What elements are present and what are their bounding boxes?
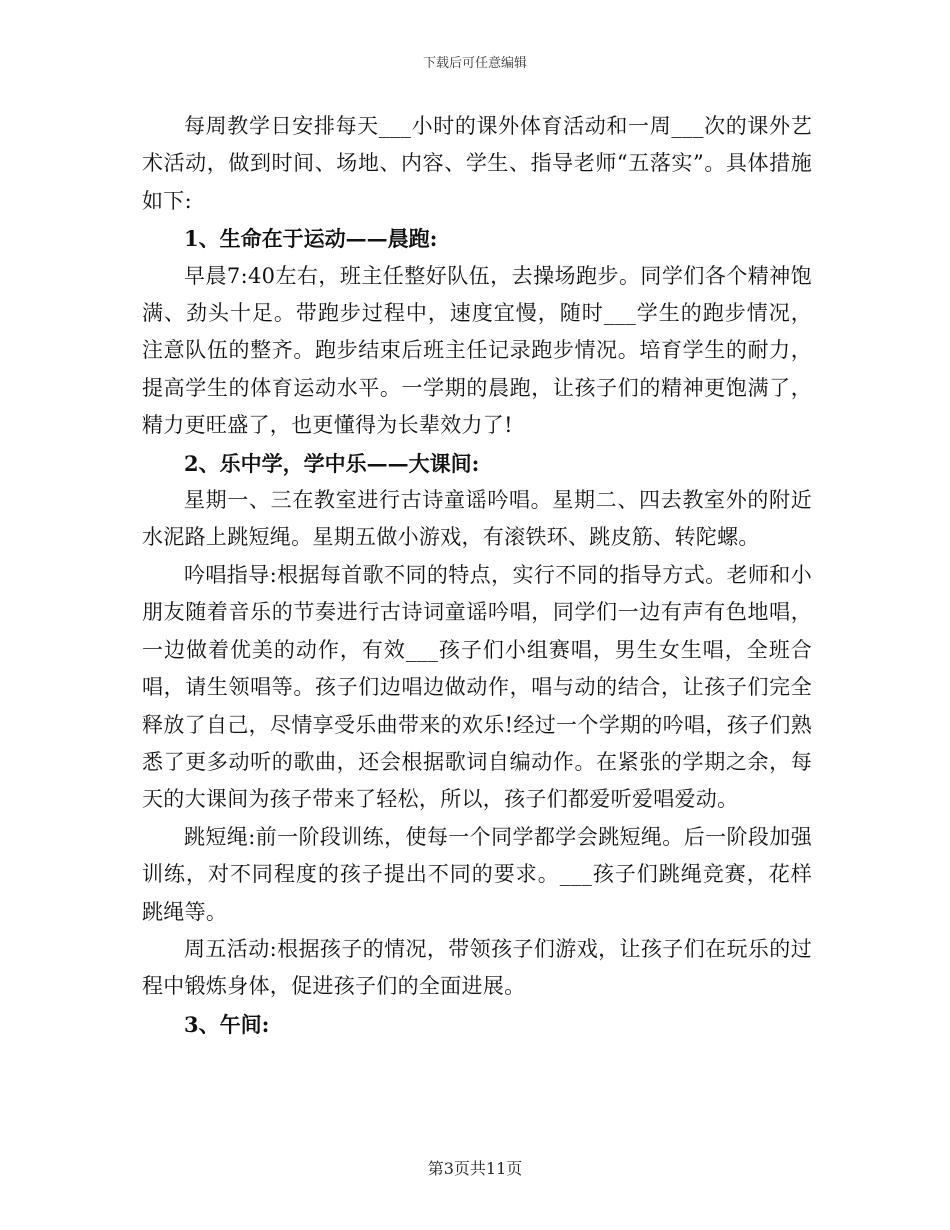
page-number: 第3页共11页: [427, 1159, 523, 1178]
jump-rope-paragraph: 跳短绳:前一阶段训练，使每一个同学都学会跳短绳。后一阶段加强训练，对不同程度的孩子提出不同的要求。___孩子们跳绳竞赛，花样跳绳等。: [142, 824, 812, 924]
section-heading-morning-run: 1、生命在于运动——晨跑:: [184, 226, 438, 252]
intro-paragraph: 每周教学日安排每天___小时的课外体育活动和一周___次的课外艺术活动，做到时间、场地、内容、学生、指导老师“五落实”。具体措施如下:: [142, 114, 812, 213]
section-heading-noon: 3、午间:: [184, 1011, 270, 1037]
friday-activity-paragraph: 周五活动:根据孩子的情况，带领孩子们游戏，让孩子们在玩乐的过程中锻炼身体，促进孩子们的全面进展。: [142, 936, 812, 999]
morning-run-paragraph: 早晨7:40左右，班主任整好队伍，去操场跑步。同学们各个精神饱满、劲头十足。带跑步过程中，速度宜慢，随时___学生的跑步情况，注意队伍的整齐。跑步结束后班主任记录跑步情况。培育学生的耐力，提高学生的体育运动水平。一学期的晨跑，让孩子们的精神更饱满了，精力更旺盛了，也更懂得为长辈效力了!: [142, 263, 812, 438]
big-break-schedule-paragraph: 星期一、三在教室进行古诗童谣吟唱。星期二、四去教室外的附近水泥路上跳短绳。星期五做小游戏，有滚铁环、跳皮筋、转陀螺。: [142, 488, 812, 550]
section-heading-big-break: 2、乐中学，学中乐——大课间:: [184, 450, 480, 476]
chanting-guidance-paragraph: 吟唱指导:根据每首歌不同的特点，实行不同的指导方式。老师和小朋友随着音乐的节奏进行古诗词童谣吟唱，同学们一边有声有色地唱，一边做着优美的动作，有效___孩子们小组赛唱，男生女生唱，全班合唱，请生领唱等。孩子们边唱边做动作，唱与动的结合，让孩子们完全释放了自己，尽情享受乐曲带来的欢乐!经过一个学期的吟唱，孩子们熟悉了更多动听的歌曲，还会根据歌词自编动作。在紧张的学期之余，每天的大课间为孩子带来了轻松，所以，孩子们都爱听爱唱爱动。: [142, 562, 812, 812]
page-header: 下载后可任意编辑: [422, 56, 527, 71]
document-body: [142, 108, 812, 1043]
